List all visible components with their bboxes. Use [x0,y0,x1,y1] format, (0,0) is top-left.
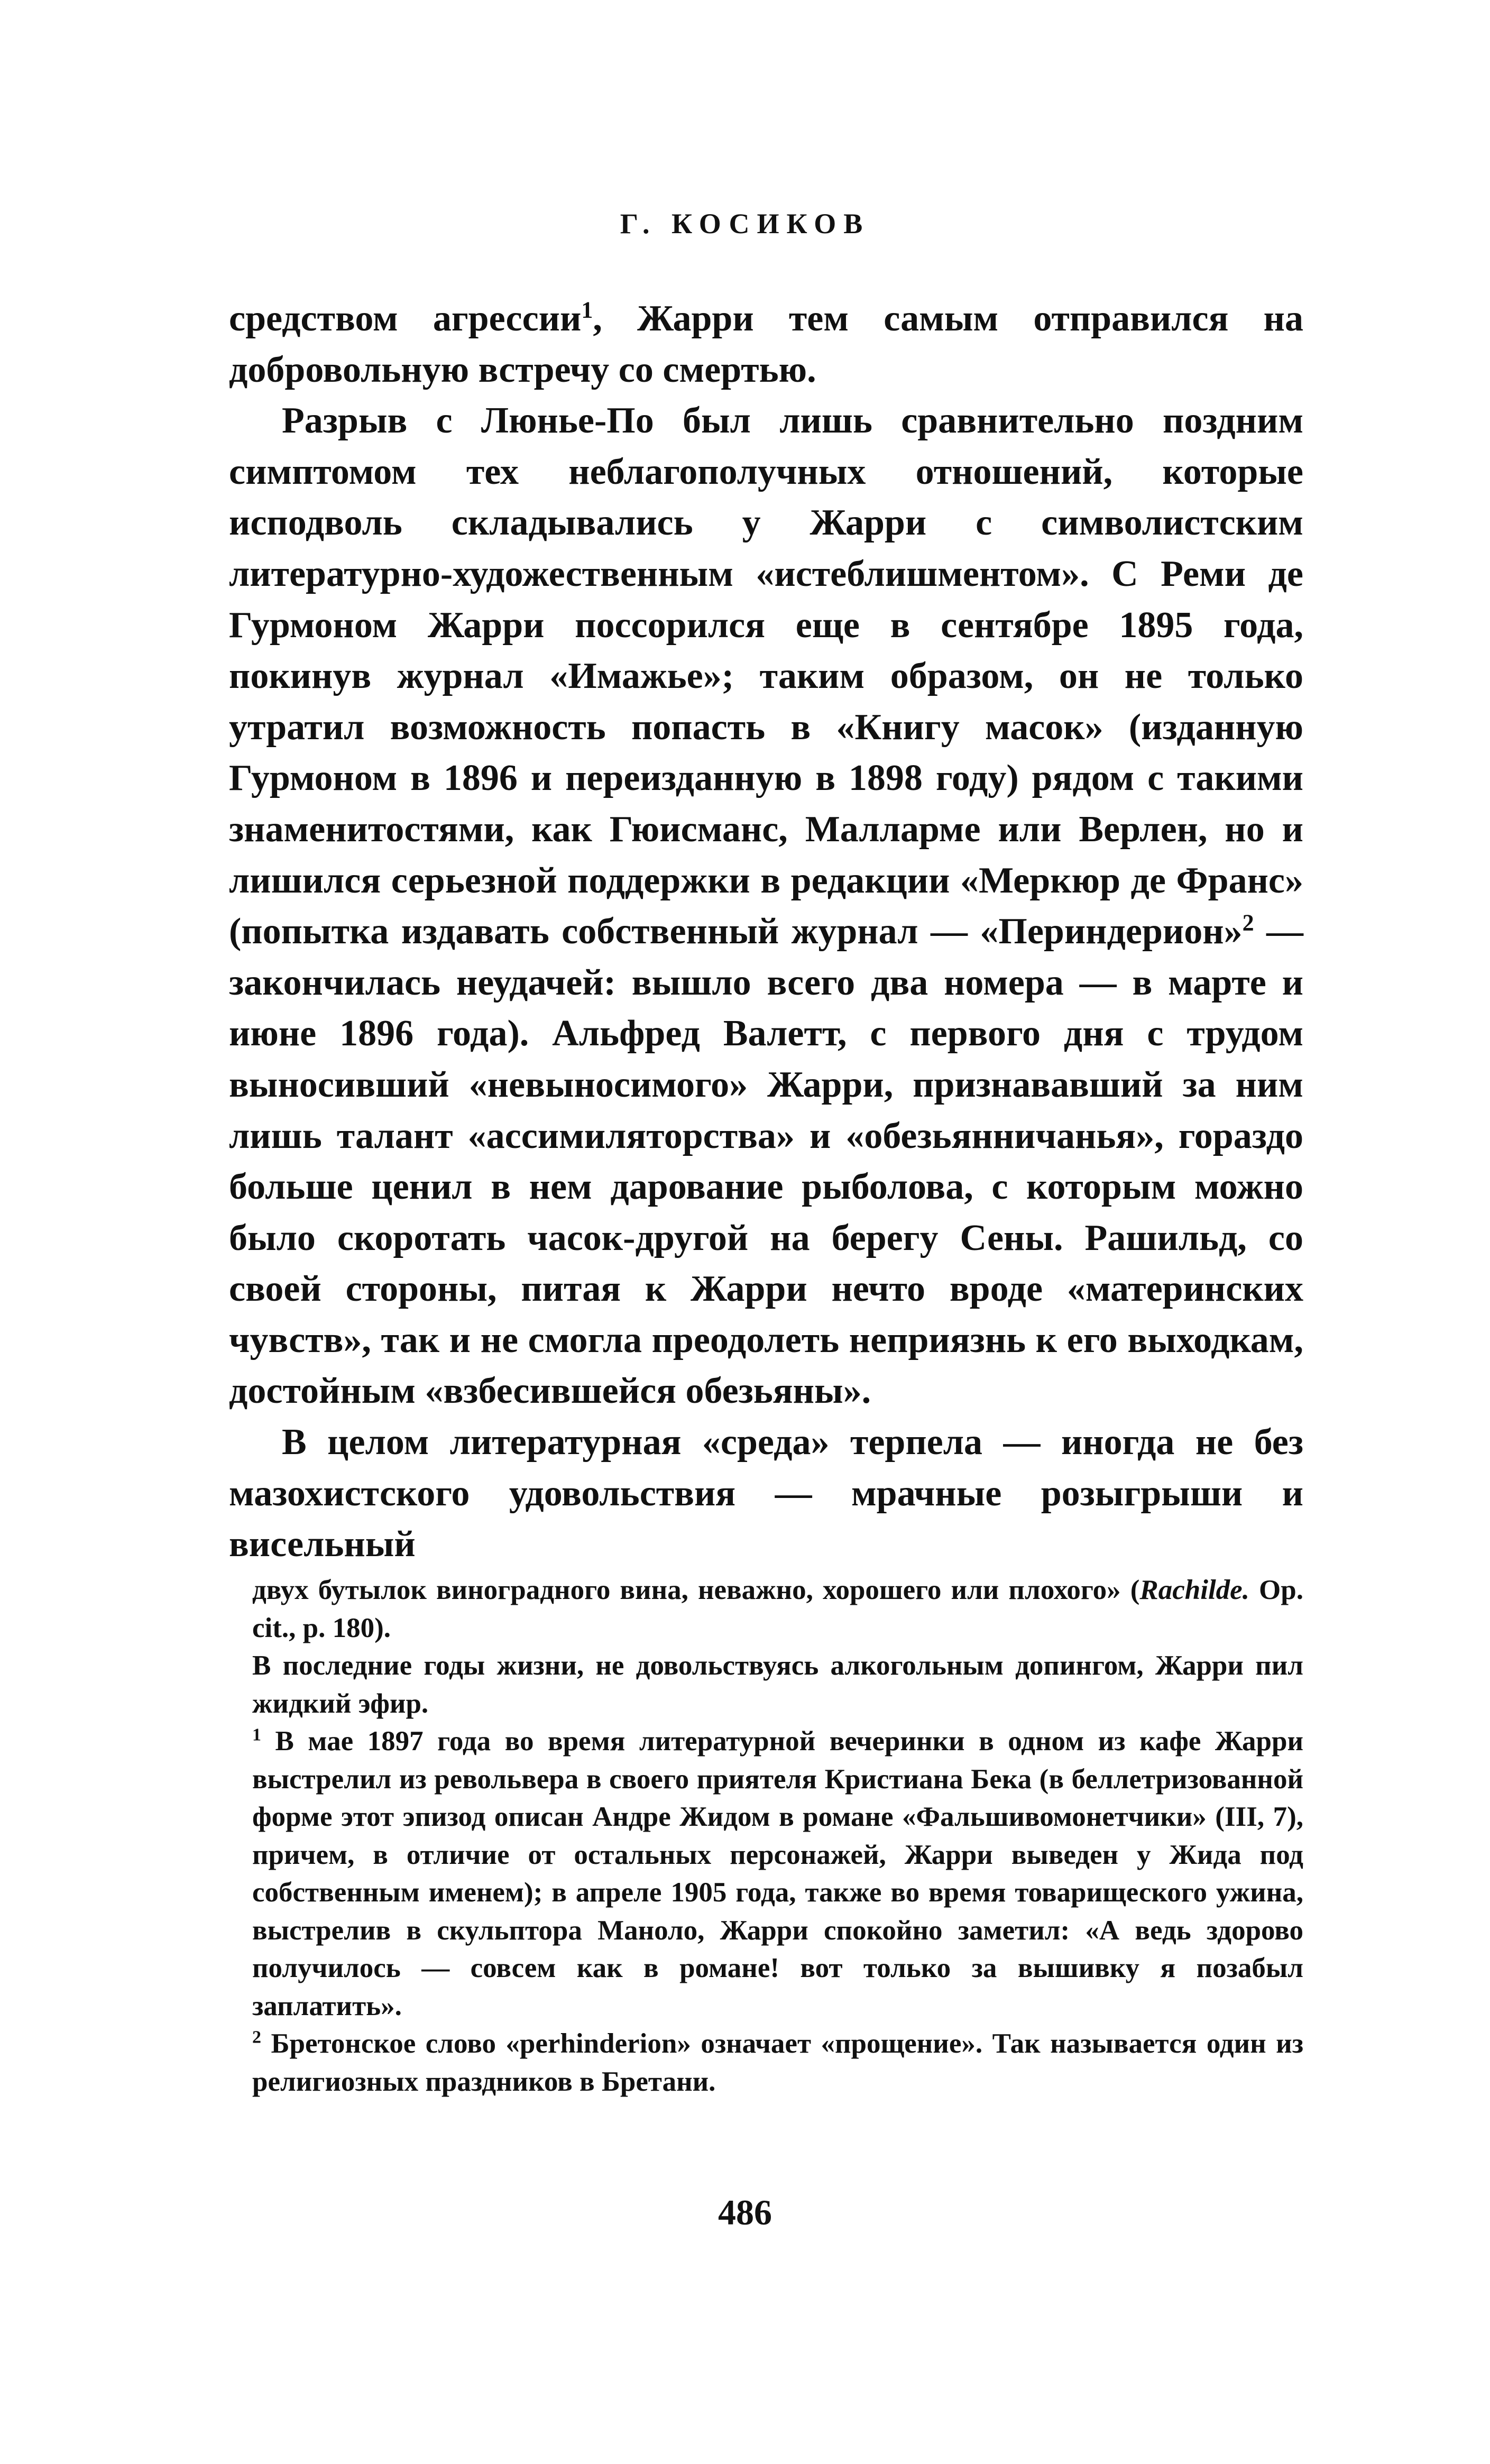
main-text [229,293,1303,1570]
paragraph-2 [229,396,1303,1417]
page-number: 486 [718,2192,772,2232]
footnote-1-mark: 1 [252,1725,261,1745]
footnote-continued-text: двух бутылок виноградного вина, неважно, хорошего или плохого» ( [252,1575,1140,1605]
footnote-2-text: Бретонское слово «perhinderion» означает «прощение». Так называется один из религиозных праздников в Бретани. [252,2028,1303,2097]
paragraph-3: В целом литературная «среда» терпела — иногда не без мазохистского удовольствия — мрачные розыгрыши и висельный [229,1422,1303,1565]
paragraph-1-text: средством агрессии [229,298,582,339]
paragraph-2-text: Разрыв с Люнье-По был лишь сравнительно поздним симптомом тех неблагополучных отношений, которые исподволь складывались у Жарри с символистским литературно-художественным «истеблишментом». С Реми де Гурмоном Жарри поссорился еще в сентябре 1895 года, покинув журнал «Имажье»; таким образом, он не только утратил возможность попасть в «Книгу масок» (изданную Гурмоном в 1896 и переизданную в 1898 году) рядом с такими знаменитостями, как Гюисманс, Малларме или Верлен, но и лишился серьезной поддержки в редакции «Меркюр де Франс» (попытка издавать собственный журнал — «Периндерион» [229,400,1303,952]
running-title: Г. КОСИКОВ [620,208,870,240]
footnote-2 [252,2025,1303,2101]
footnote-continued [252,1571,1303,1647]
paragraph-1 [229,293,1303,396]
footnote-1-text: В мае 1897 года во время литературной вечеринки в одном из кафе Жарри выстрелил из револьвера в своего приятеля Кристиана Бека (в беллетризованной форме этот эпизод описан Андре Жидом в романе «Фальшивомонетчики» (III, 7), причем, в отличие от остальных персонажей, Жарри выведен у Жида под собственным именем); в апреле 1905 года, также во время товарищеского ужина, выстрелив в скульптора Маноло, Жарри спокойно заметил: «А ведь здорово получилось — совсем как в романе! вот только за вышивку я позабыл заплатить». [252,1726,1303,2021]
footnote-continued-2: В последние годы жизни, не довольствуясь алкогольным допингом, Жарри пил жидкий эфир. [252,1650,1303,1719]
footnote-continued-ref: Op. cit., p. 180). [252,1575,1304,1643]
footnote-ref-1: 1 [581,297,593,323]
footnote-continued-author: Rachilde. [1139,1575,1249,1605]
footnote-2-mark: 2 [252,2027,261,2047]
footnotes [252,1571,1303,2101]
paragraph-2-text-continued: — закончилась неудачей: вышло всего два номера — в марте и июне 1896 года). Альфред Валетт, с первого дня с трудом выносивший «невыносимого» Жарри, признававший за ним лишь талант «ассимиляторства» и «обезьянничанья», гораздо больше ценил в нем дарование рыболова, с которым можно было скоротать часок-другой на берегу Сены. Рашильд, со своей стороны, питая к Жарри нечто вроде «материнских чувств», так и не смогла преодолеть неприязнь к его выходкам, достойным «взбесившейся обезьяны». [229,911,1303,1412]
footnote-1 [252,1723,1303,2025]
footnote-ref-2: 2 [1242,909,1254,936]
paragraph-1-text-continued: , Жарри тем самым отправился на добровольную встречу со смертью. [229,298,1303,390]
